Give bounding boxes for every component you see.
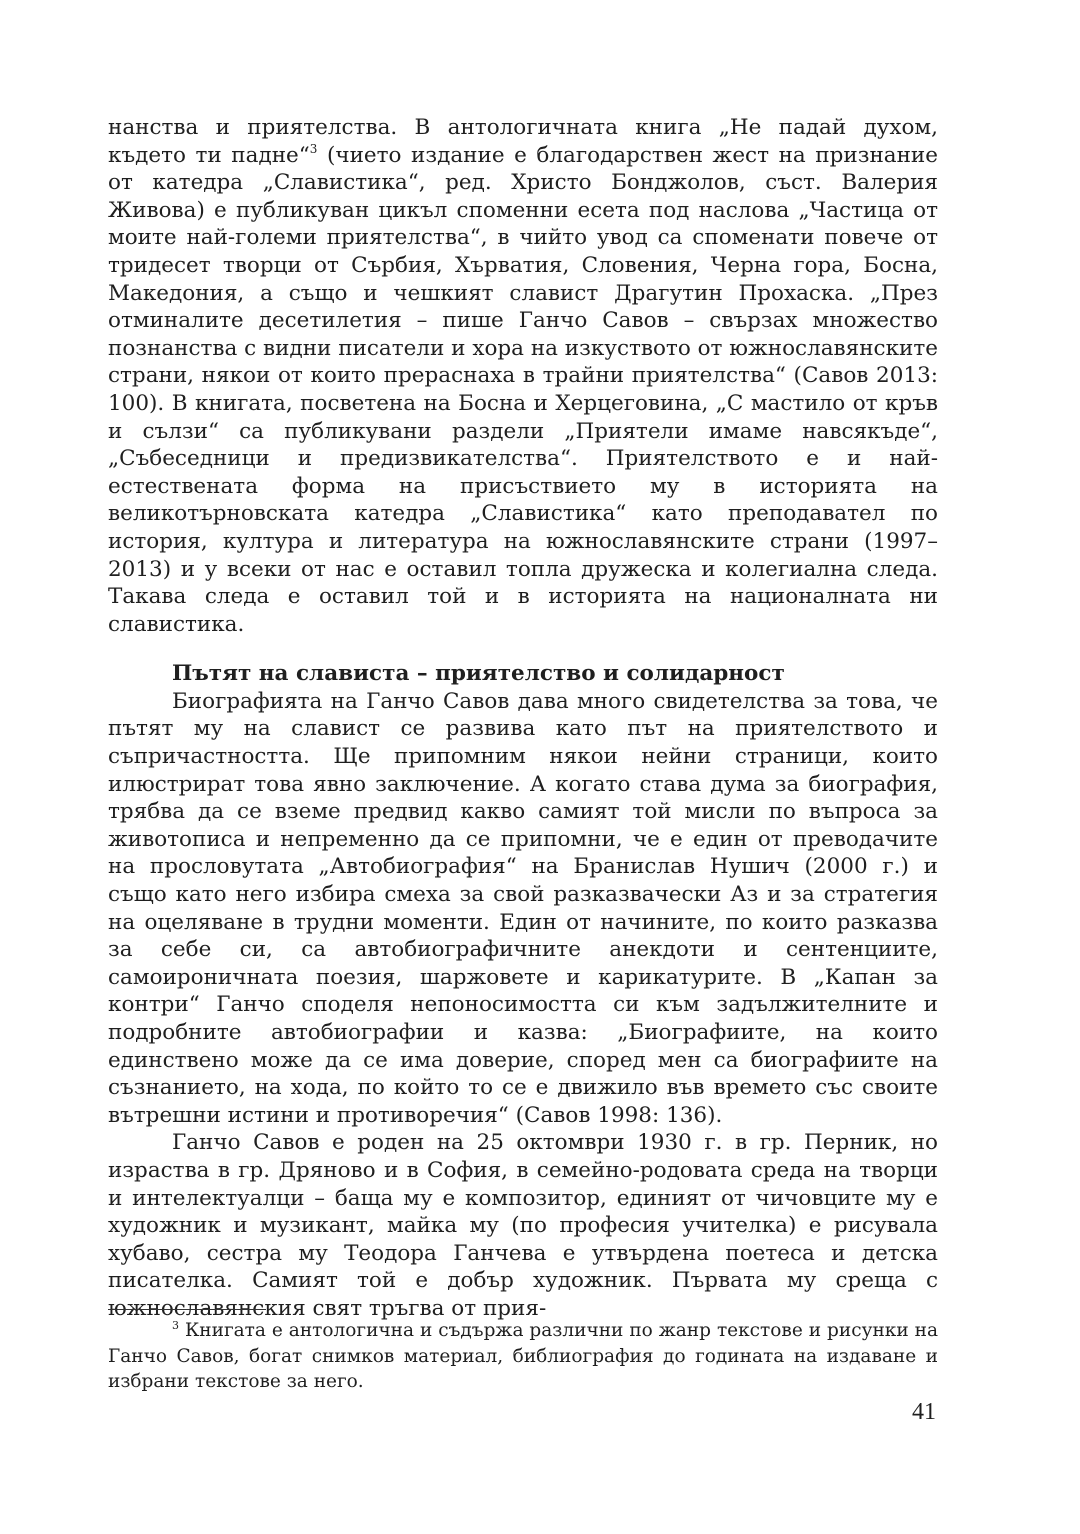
section-heading: Пътят на слависта – приятелство и солидарност [172,661,785,687]
page-body [108,114,938,1323]
footnote-text: Книгата е антологична и съдържа различни по жанр текстове и рисунки на Ганчо Савов, богат снимков материал, библиография до годината на издаване и избрани текстове за него. [108,1320,938,1392]
page-number: 41 [912,1399,936,1425]
paragraph-1-text-a: нанства и приятелства. В антологичната книга „Не падай духом, където ти падне“ [108,115,938,168]
paragraph-2: Биографията на Ганчо Савов дава много свидетелства за това, че пътят му на славист се развива като път на приятелството и съпричастността. Ще припомним някои нейни страници, които илюстрират това явно заключение. А когато става дума за биография, трябва да се вземе предвид какво самият той мисли по въпроса за животописа и непременно да се припомни, че е един от преводачите на прословутата „Автобиография“ на Бранислав Нушич (2000 г.) и също като него избира смеха за свой разказвачески Аз и за стратегия на оцеляване в трудни моменти. Един от начините, по които разказва за себе си, са автобиографичните анекдоти и сентенциите, самоироничната поезия, шаржовете и карикатурите. В „Капан за контри“ Ганчо споделя непоносимостта си към задължителните и подробните автобиографии и казва: „Биографиите, на които единствено може да се има доверие, според мен са биографиите на съзнанието, на хода, по който то се е движило във времето със своите вътрешни истини и противоречия“ (Савов 1998: 136). [108,688,938,1128]
paragraph-1 [108,114,938,638]
paragraph-3: Ганчо Савов е роден на 25 октомври 1930 г. в гр. Перник, но израства в гр. Дряново и в София, в семейно-родовата среда на творци и интелектуалци – баща му е композитор, единият от чичовците му е художник и музикант, майка му (по професия учителка) е рисувала хубаво, сестра му Теодора Ганчева е утвърдена поетеса и детска писателка. Самият той е добър художник. Първата му среща с южнославянския свят тръгва от прия- [108,1130,938,1321]
paragraph-1-text-b: (чието издание е благодарствен жест на признание от катедра „Славистика“, ред. Христо Бонджолов, съст. Валерия Живова) е публикуван цикъл споменни есета под наслова „Частица от моите най-големи приятелства“, в чийто увод са споменати повече от тридесет творци от Сърбия, Хърватия, Словения, Черна гора, Босна, Македония, а също и чешкият славист Драгутин Прохаска. „През отминалите десетилетия – пише Ганчо Савов – свързах множество познанства с видни писатели и хора на изкуството от южнославянските страни, някои от които прераснаха в трайни приятелства“ (Савов 2013: 100). В книгата, посветена на Босна и Херцеговина, „С мастило от кръв и сълзи“ са публикувани раздели „Приятели имаме навсякъде“, „Събеседници и предизвикателства“. Приятелството е и най-естествената форма на присъствието му в историята на великотърновската катедра „Славистика“ като преподавател по история, култура и литература на южнославянските страни (1997–2013) и у всеки от нас е оставил топла дружеска и колегиална следа. Такава следа е оставил той и в историята на националната ни славистика. [108,142,938,637]
footnote-number: 3 [172,1319,179,1332]
footnote-reference[interactable]: 3 [309,141,318,156]
footnote-separator [108,1309,266,1310]
footnote [108,1318,938,1395]
